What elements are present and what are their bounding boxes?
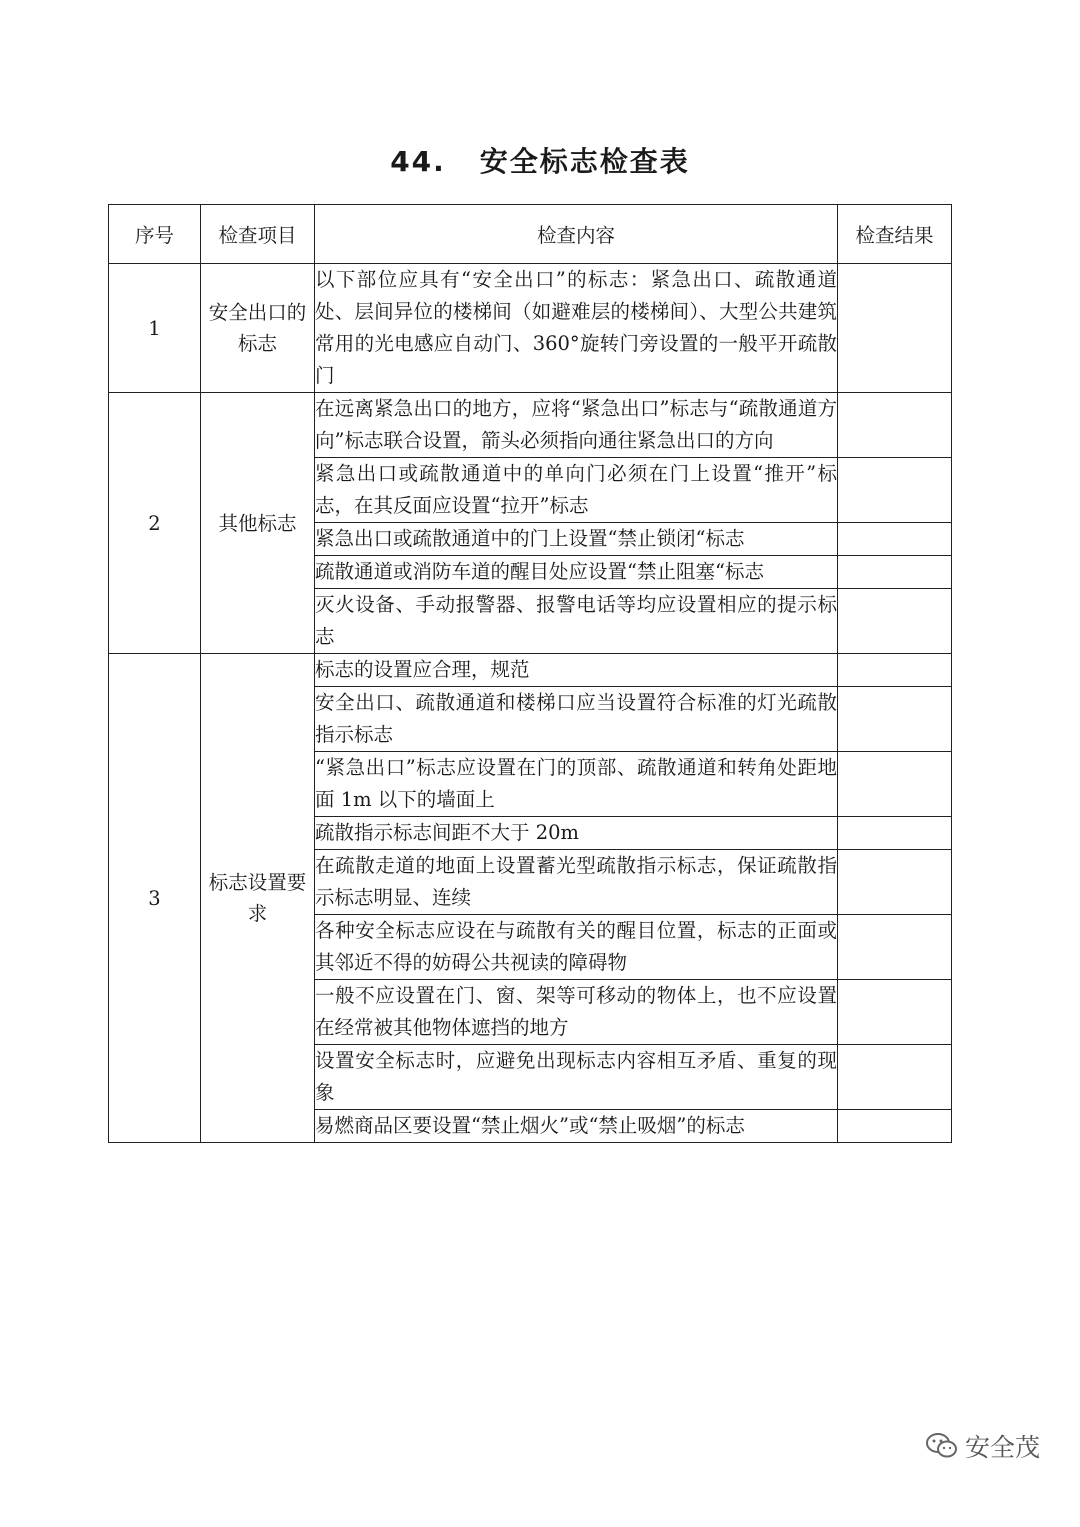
header-content: 检查内容 (315, 205, 838, 264)
check-result-cell[interactable] (838, 654, 952, 687)
watermark-text: 安全茂 (965, 1433, 1041, 1462)
wechat-icon (925, 1431, 959, 1461)
row-number: 3 (109, 654, 201, 1143)
check-content: 在远离紧急出口的地方，应将“紧急出口”标志与“疏散通道方向”标志联合设置，箭头必须指向通往紧急出口的方向 (315, 393, 838, 458)
header-row (109, 205, 952, 264)
check-item: 标志设置要求 (201, 654, 315, 1143)
check-result-cell[interactable] (838, 589, 952, 654)
check-result-cell[interactable] (838, 752, 952, 817)
check-content: 一般不应设置在门、窗、架等可移动的物体上，也不应设置在经常被其他物体遮挡的地方 (315, 980, 838, 1045)
check-content: 紧急出口或疏散通道中的门上设置“禁止锁闭“标志 (315, 523, 838, 556)
check-content: 灭火设备、手动报警器、报警电话等均应设置相应的提示标志 (315, 589, 838, 654)
safety-sign-checklist-table (108, 204, 952, 1143)
watermark-logo (925, 1428, 1040, 1464)
check-result-cell[interactable] (838, 817, 952, 850)
check-content: 疏散指示标志间距不大于 20m (315, 817, 838, 850)
check-result-cell[interactable] (838, 393, 952, 458)
check-content: 设置安全标志时，应避免出现标志内容相互矛盾、重复的现象 (315, 1045, 838, 1110)
check-content: 以下部位应具有“安全出口”的标志：紧急出口、疏散通道处、层间异位的楼梯间（如避难层的楼梯间）、大型公共建筑常用的光电感应自动门、360°旋转门旁设置的一般平开疏散门 (315, 264, 838, 393)
check-result-cell[interactable] (838, 687, 952, 752)
check-item: 其他标志 (201, 393, 315, 654)
check-content: 易燃商品区要设置“禁止烟火”或“禁止吸烟”的标志 (315, 1110, 838, 1143)
check-content: 标志的设置应合理，规范 (315, 654, 838, 687)
header-item: 检查项目 (201, 205, 315, 264)
check-content: 疏散通道或消防车道的醒目处应设置“禁止阻塞“标志 (315, 556, 838, 589)
row-number: 1 (109, 264, 201, 393)
check-result-cell[interactable] (838, 264, 952, 393)
header-result: 检查结果 (838, 205, 952, 264)
check-result-cell[interactable] (838, 915, 952, 980)
title-number: 44. (390, 145, 446, 178)
check-content: 在疏散走道的地面上设置蓄光型疏散指示标志，保证疏散指示标志明显、连续 (315, 850, 838, 915)
check-result-cell[interactable] (838, 556, 952, 589)
title-text: 安全标志检查表 (479, 145, 690, 178)
check-content: 安全出口、疏散通道和楼梯口应当设置符合标准的灯光疏散指示标志 (315, 687, 838, 752)
check-result-cell[interactable] (838, 980, 952, 1045)
row-number: 2 (109, 393, 201, 654)
check-result-cell[interactable] (838, 850, 952, 915)
check-content: “紧急出口”标志应设置在门的顶部、疏散通道和转角处距地面 1m 以下的墙面上 (315, 752, 838, 817)
table-row (109, 654, 952, 687)
check-result-cell[interactable] (838, 1110, 952, 1143)
check-result-cell[interactable] (838, 458, 952, 523)
check-result-cell[interactable] (838, 1045, 952, 1110)
table-row (109, 393, 952, 458)
page-title (0, 140, 1080, 180)
header-no: 序号 (109, 205, 201, 264)
check-result-cell[interactable] (838, 523, 952, 556)
check-content: 紧急出口或疏散通道中的单向门必须在门上设置“推开”标志，在其反面应设置“拉开”标志 (315, 458, 838, 523)
table-row (109, 264, 952, 393)
check-item: 安全出口的标志 (201, 264, 315, 393)
check-content: 各种安全标志应设在与疏散有关的醒目位置，标志的正面或其邻近不得的妨碍公共视读的障碍物 (315, 915, 838, 980)
